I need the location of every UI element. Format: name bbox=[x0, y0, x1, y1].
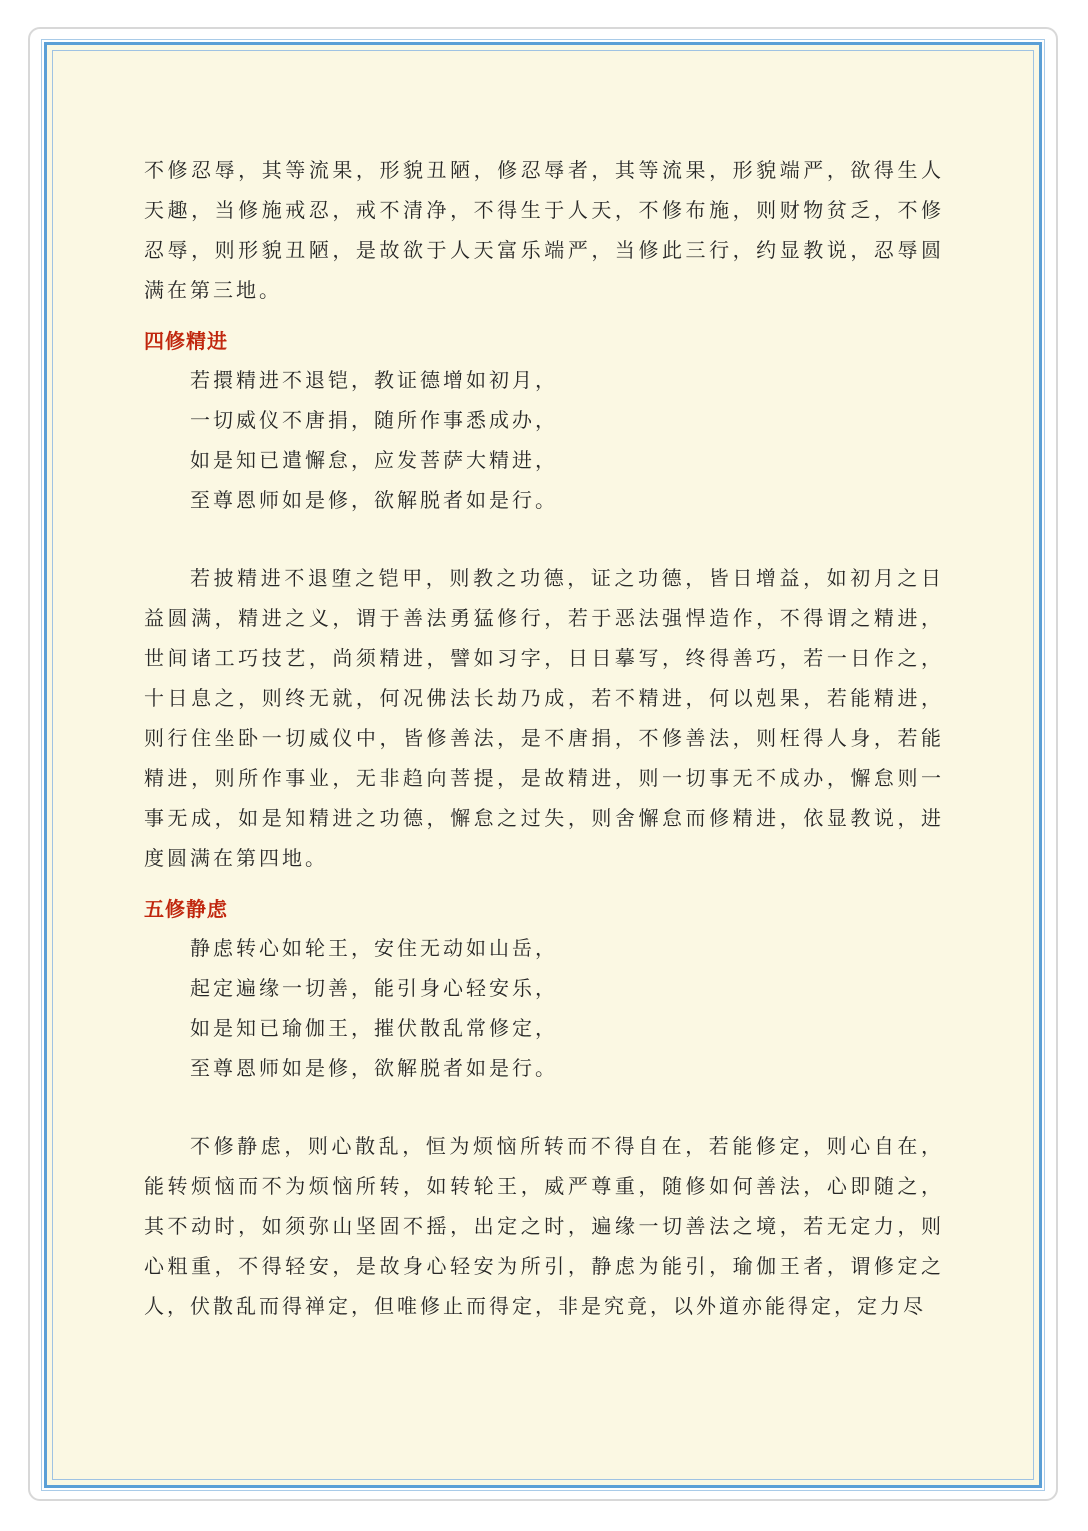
section-heading-jingjin: 四修精进 bbox=[144, 329, 228, 353]
verse-line: 至尊恩师如是修，欲解脱者如是行。 bbox=[190, 1056, 558, 1080]
verse-line: 若擐精进不退铠，教证德增如初月， bbox=[190, 368, 558, 392]
verse-jingjin bbox=[144, 360, 944, 520]
verse-line: 一切威仪不唐捐，随所作事悉成办， bbox=[190, 408, 558, 432]
paragraph-gap bbox=[144, 1088, 944, 1126]
paragraph-jingjin-commentary: 若披精进不退堕之铠甲，则教之功德，证之功德，皆日增益，如初月之日益圆满，精进之义，谓于善法勇猛修行，若于恶法强悍造作，不得谓之精进，世间诸工巧技艺，尚须精进，譬如习字，日日摹写，终得善巧，若一日作之，十日息之，则终无就，何况佛法长劫乃成，若不精进，何以剋果，若能精进，则行住坐卧一切威仪中，皆修善法，是不唐捐，不修善法，则枉得人身，若能精进，则所作事业，无非趋向菩提，是故精进，则一切事无不成办，懈怠则一事无成，如是知精进之功德，懈怠之过失，则舍懈怠而修精进，依显教说，进度圆满在第四地。 bbox=[144, 566, 944, 870]
verse-line: 静虑转心如轮王，安住无动如山岳， bbox=[190, 936, 558, 960]
document-content bbox=[144, 150, 944, 1326]
paragraph-gap bbox=[144, 520, 944, 558]
section-heading-jinglv: 五修静虑 bbox=[144, 897, 228, 921]
paragraph-jinglv-commentary: 不修静虑，则心散乱，恒为烦恼所转而不得自在，若能修定，则心自在，能转烦恼而不为烦恼所转，如转轮王，威严尊重，随修如何善法，心即随之，其不动时，如须弥山坚固不摇，出定之时，遍缘一切善法之境，若无定力，则心粗重，不得轻安，是故身心轻安为所引，静虑为能引，瑜伽王者，谓修定之人，伏散乱而得禅定，但唯修止而得定，非是究竟，以外道亦能得定，定力尽 bbox=[144, 1134, 944, 1318]
verse-line: 至尊恩师如是修，欲解脱者如是行。 bbox=[190, 488, 558, 512]
verse-jinglv bbox=[144, 928, 944, 1088]
verse-line: 起定遍缘一切善，能引身心轻安乐， bbox=[190, 976, 558, 1000]
verse-line: 如是知已遣懈怠，应发菩萨大精进， bbox=[190, 448, 558, 472]
verse-line: 如是知已瑜伽王，摧伏散乱常修定， bbox=[190, 1016, 558, 1040]
paragraph-ren-ru-conclusion: 不修忍辱，其等流果，形貌丑陋，修忍辱者，其等流果，形貌端严，欲得生人天趣，当修施戒忍，戒不清净，不得生于人天，不修布施，则财物贫乏，不修忍辱，则形貌丑陋，是故欲于人天富乐端严，当修此三行，约显教说，忍辱圆满在第三地。 bbox=[144, 158, 944, 302]
